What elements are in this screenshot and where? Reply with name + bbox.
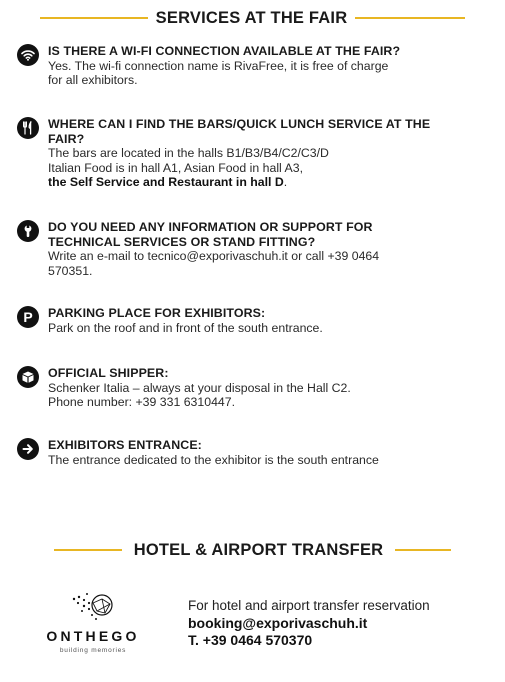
faq-answer-suffix: . (283, 175, 288, 189)
faq-answer-line: Park on the roof and in front of the south entrance. (48, 320, 323, 335)
header-rule-left (54, 549, 122, 551)
logo-wordmark: ONTHEGO (46, 628, 140, 644)
header-rule-right (355, 17, 465, 19)
faq-item-wifi (17, 44, 457, 92)
hotel-section-header (0, 539, 505, 561)
faq-answer-line: Italian Food is in hall A1, Asian Food in hall A3, (48, 160, 303, 175)
faq-item-entrance (17, 438, 457, 472)
services-title: SERVICES AT THE FAIR (155, 8, 348, 27)
header-rule-right (395, 549, 451, 551)
contact-description: For hotel and airport transfer reservation (188, 598, 430, 613)
faq-answer-line: for all exhibitors. (48, 73, 138, 87)
contact-phone[interactable]: T. +39 0464 570370 (188, 632, 313, 648)
hotel-title: HOTEL & AIRPORT TRANSFER (133, 540, 384, 559)
footer (0, 585, 505, 665)
faq-question: OFFICIAL SHIPPER: (48, 366, 169, 380)
faq-item-parking (17, 306, 457, 340)
faq-question: PARKING PLACE FOR EXHIBITORS: (48, 306, 266, 320)
onthego-logo (32, 591, 154, 657)
parking-icon: P (17, 306, 39, 328)
faq-item-shipper (17, 366, 457, 414)
faq-question: EXHIBITORS ENTRANCE: (48, 438, 202, 452)
logo-tagline: building memories (59, 647, 127, 654)
wifi-icon (17, 44, 39, 66)
faq-question-line: WHERE CAN I FIND THE BARS/QUICK LUNCH SERVICE AT THE (48, 117, 431, 131)
faq-question-line: TECHNICAL SERVICES OR STAND FITTING? (48, 234, 316, 249)
faq-answer-line: The bars are located in the halls B1/B3/B4/C2/C3/D (48, 146, 329, 160)
package-icon (17, 366, 39, 388)
arrow-right-icon (17, 438, 39, 460)
services-section-header (0, 8, 505, 28)
fork-knife-icon (17, 117, 39, 139)
faq-answer-line: Phone number: +39 331 6310447. (48, 395, 235, 409)
faq-item-technical (17, 220, 457, 282)
contact-email[interactable]: booking@exporivaschuh.it (188, 615, 368, 631)
faq-question-line: FAIR? (48, 131, 85, 146)
faq-answer-bold: the Self Service and Restaurant in hall D (48, 175, 284, 189)
faq-question: IS THERE A WI-FI CONNECTION AVAILABLE AT THE FAIR? (48, 44, 401, 58)
wrench-icon (17, 220, 39, 242)
faq-answer-line: Yes. The wi-fi connection name is RivaFree, it is free of charge (48, 58, 389, 73)
faq-answer-line: Schenker Italia – always at your disposal in the Hall C2. (48, 380, 351, 395)
contact-block (188, 597, 488, 649)
faq-answer-line: Write an e-mail to tecnico@exporivaschuh.it or call +39 0464 (48, 249, 380, 263)
faq-answer-line: The entrance dedicated to the exhibitor is the south entrance (48, 452, 379, 467)
header-rule-left (40, 17, 148, 19)
faq-answer-line (48, 175, 458, 190)
faq-answer-line: 570351. (48, 263, 93, 278)
faq-item-bars (17, 117, 457, 195)
globe-dots-icon (70, 591, 118, 625)
faq-question-line: DO YOU NEED ANY INFORMATION OR SUPPORT FOR (48, 220, 373, 234)
